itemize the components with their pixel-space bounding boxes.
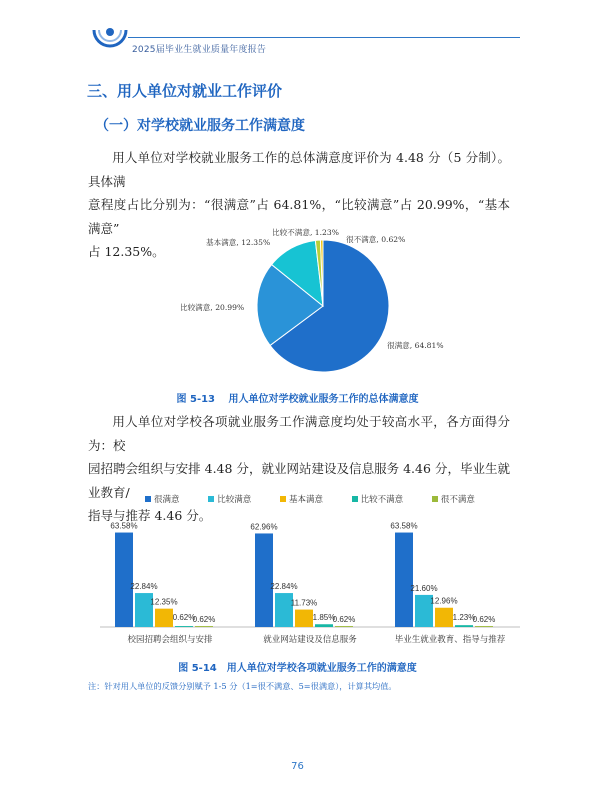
bar-value-label-basic-2: 12.96% [430, 596, 458, 606]
bar-value-label-basic-0: 12.35% [150, 597, 178, 607]
bar-very-unsatisfied-2 [475, 626, 493, 627]
pie-label-basic: 基本满意, 12.35% [206, 238, 271, 247]
pie-label-satisfied: 比较满意, 20.99% [180, 303, 245, 312]
university-logo-icon [92, 28, 128, 54]
bar-value-label-unsatisfied-1: 1.85% [312, 613, 336, 622]
figure-caption-5-13: 图 5-13 用人单位对学校就业服务工作的总体满意度 [176, 394, 419, 405]
pie-label-unsatisfied: 比较不满意, 1.23% [272, 228, 339, 237]
bar-value-label-unsatisfied-2: 1.23% [452, 613, 476, 622]
bar-very-satisfied-2 [395, 533, 413, 627]
legend-item-satisfied: 比较满意 [208, 493, 251, 505]
section-heading: 三、用人单位对就业工作评价 [87, 82, 283, 100]
bar-chart-legend [145, 493, 501, 505]
category-label-0: 校园招聘会组织与安排 [127, 634, 213, 644]
category-label-2: 毕业生就业教育、指导与推荐 [394, 634, 506, 644]
section-subheading: （一）对学校就业服务工作满意度 [95, 118, 305, 134]
footnote: 注：针对用人单位的反馈分别赋予 1-5 分（1=很不满意、5=很满意），计算其均值。 [88, 681, 397, 691]
bar-value-label-very-unsatisfied-1: 0.62% [332, 615, 356, 624]
bar-unsatisfied-0 [175, 626, 193, 627]
bar-unsatisfied-1 [315, 624, 333, 627]
header-title: 2025届毕业生就业质量年度报告 [132, 45, 267, 55]
legend-item-unsatisfied: 比较不满意 [352, 493, 404, 505]
legend-item-very-satisfied: 很满意 [145, 493, 180, 505]
bar-value-label-very-unsatisfied-0: 0.62% [192, 615, 216, 624]
page-number: 76 [291, 761, 304, 772]
bar-value-label-unsatisfied-0: 0.62% [172, 613, 196, 622]
paragraph-line: 意程度占比分别为：“很满意”占 64.81%，“比较满意”占 20.99%，“基本满意” [88, 197, 510, 236]
bar-value-label-very-satisfied-1: 62.96% [250, 522, 278, 532]
paragraph-line: 指导与推荐 4.46 分。 [88, 508, 212, 523]
page-header [0, 0, 595, 60]
figure-caption-5-14: 图 5-14 用人单位对学校各项就业服务工作的满意度 [178, 663, 417, 674]
bar-very-unsatisfied-1 [335, 626, 353, 627]
bar-value-label-basic-1: 11.73% [290, 598, 318, 608]
bar-value-label-very-unsatisfied-2: 0.62% [472, 615, 496, 624]
paragraph-line: 占 12.35%。 [88, 244, 165, 259]
bar-basic-2 [435, 608, 453, 627]
bar-very-satisfied-0 [115, 533, 133, 627]
bar-very-unsatisfied-0 [195, 626, 213, 627]
legend-item-basic: 基本满意 [280, 493, 323, 505]
bar-value-label-satisfied-2: 21.60% [410, 583, 438, 593]
bar-chart [95, 510, 525, 650]
paragraph-line: 用人单位对学校就业服务工作的总体满意度评价为 4.48 分（5 分制）。具体满 [88, 150, 510, 189]
bar-value-label-satisfied-1: 22.84% [270, 582, 298, 592]
paragraph-line: 用人单位对学校各项就业服务工作满意度均处于较高水平，各方面得分为：校 [88, 414, 510, 453]
pie-label-very-unsatisfied: 很不满意, 0.62% [346, 235, 406, 244]
paragraph-line: 园招聘会组织与安排 4.48 分，就业网站建设及信息服务 4.46 分，毕业生就业教育/ [88, 461, 510, 500]
bar-value-label-very-satisfied-2: 63.58% [390, 521, 418, 531]
category-label-1: 就业网站建设及信息服务 [263, 634, 357, 644]
bar-basic-1 [295, 610, 313, 627]
pie-label-very-satisfied: 很满意, 64.81% [387, 341, 444, 350]
bar-very-satisfied-1 [255, 533, 273, 627]
legend-item-very-unsatisfied: 很不满意 [432, 493, 475, 505]
bar-value-label-very-satisfied-0: 63.58% [110, 521, 138, 531]
header-rule [128, 37, 520, 38]
bar-basic-0 [155, 609, 173, 627]
bar-unsatisfied-2 [455, 625, 473, 627]
bar-chart-svg [95, 510, 525, 650]
bar-value-label-satisfied-0: 22.84% [130, 582, 158, 592]
pie-chart [170, 220, 470, 385]
